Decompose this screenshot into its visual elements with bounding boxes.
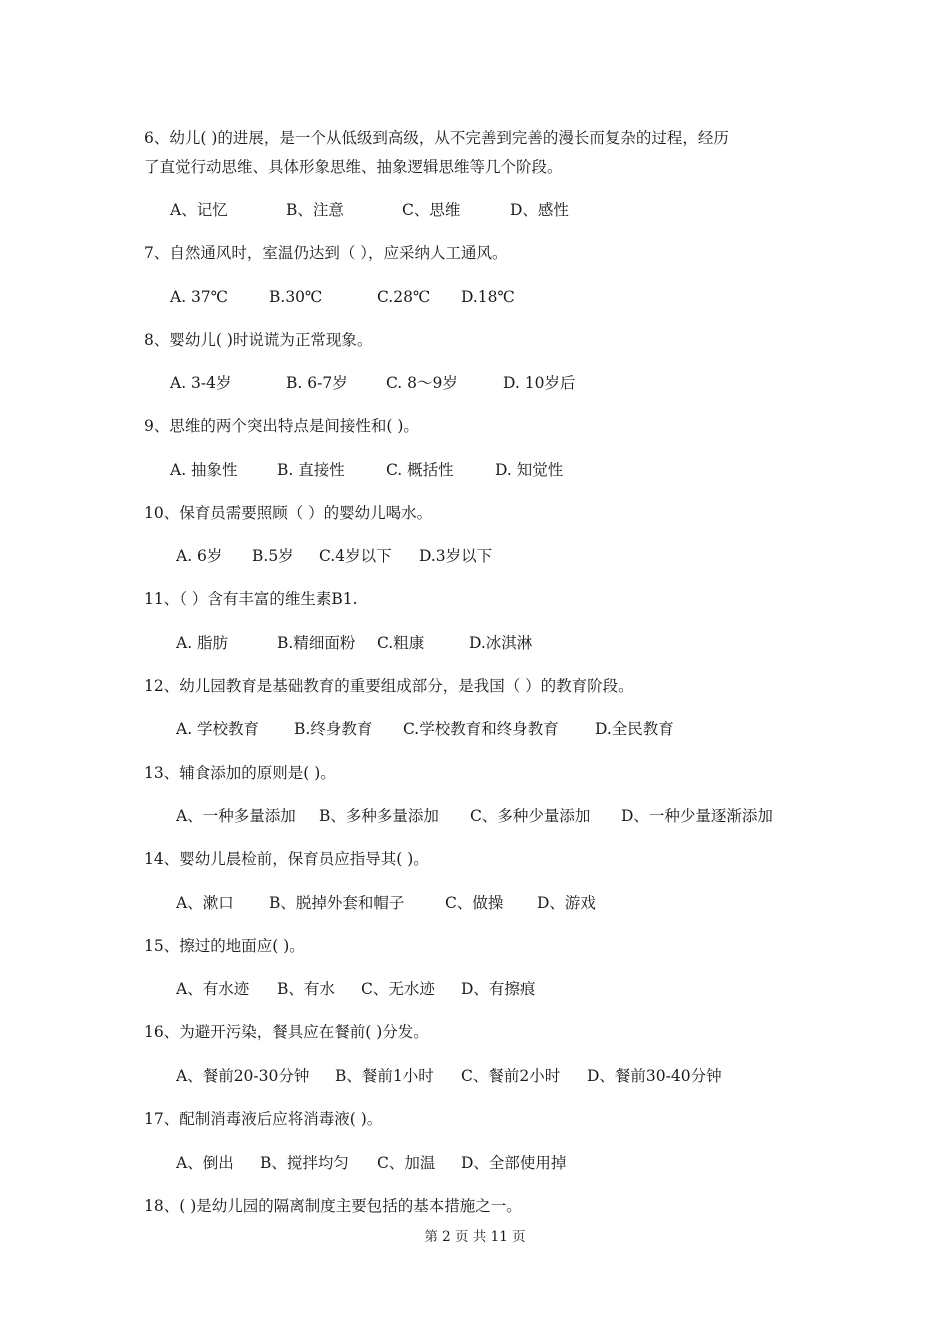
page-footer: 第 2 页 共 11 页 bbox=[424, 1229, 526, 1245]
option-b: B.精细面粉 bbox=[277, 634, 356, 652]
question-10: 10、保育员需要照顾（ ）的婴幼儿喝水。 bbox=[144, 504, 433, 522]
option-d: D、感性 bbox=[510, 201, 569, 219]
option-c: C、加温 bbox=[377, 1154, 436, 1172]
option-a: A、漱口 bbox=[176, 894, 234, 912]
question-8: 8、婴幼儿( )时说谎为正常现象。 bbox=[144, 331, 373, 349]
option-b: B、注意 bbox=[286, 201, 344, 219]
option-d: D、餐前30-40分钟 bbox=[587, 1067, 722, 1085]
option-c: C、无水迹 bbox=[361, 980, 435, 998]
question-11: 11、（ ）含有丰富的维生素B1. bbox=[144, 590, 358, 608]
option-b: B.终身教育 bbox=[294, 720, 373, 738]
question-17: 17、配制消毒液后应将消毒液( )。 bbox=[144, 1110, 383, 1128]
option-c: C、思维 bbox=[402, 201, 461, 219]
option-d: D、一种少量逐渐添加 bbox=[621, 807, 773, 825]
option-a: A、餐前20-30分钟 bbox=[176, 1067, 310, 1085]
option-a: A、有水迹 bbox=[176, 980, 250, 998]
option-b: B、有水 bbox=[277, 980, 335, 998]
option-d: D.冰淇淋 bbox=[469, 634, 533, 652]
option-b: B、脱掉外套和帽子 bbox=[269, 894, 405, 912]
option-c: C.学校教育和终身教育 bbox=[403, 720, 559, 738]
option-b: B.5岁 bbox=[252, 547, 294, 565]
option-d: D.全民教育 bbox=[595, 720, 674, 738]
option-d: D.18℃ bbox=[461, 288, 515, 306]
option-c: C、多种少量添加 bbox=[470, 807, 591, 825]
option-c: C.28℃ bbox=[377, 288, 431, 306]
option-c: C. 8～9岁 bbox=[386, 374, 458, 392]
question-12: 12、幼儿园教育是基础教育的重要组成部分，是我国（ ）的教育阶段。 bbox=[144, 677, 634, 695]
option-a: A、记忆 bbox=[170, 201, 228, 219]
option-a: A. 3-4岁 bbox=[170, 374, 232, 392]
question-16: 16、为避开污染，餐具应在餐前( )分发。 bbox=[144, 1023, 429, 1041]
question-6-line-1: 6、幼儿( )的进展，是一个从低级到高级，从不完善到完善的漫长而复杂的过程，经历 bbox=[144, 129, 729, 147]
option-d: D、全部使用掉 bbox=[461, 1154, 567, 1172]
question-7: 7、自然通风时，室温仍达到（ ），应采纳人工通风。 bbox=[144, 244, 508, 262]
option-b: B、搅拌均匀 bbox=[260, 1154, 349, 1172]
question-15: 15、擦过的地面应( )。 bbox=[144, 937, 305, 955]
option-d: D. 知觉性 bbox=[495, 461, 564, 479]
option-a: A. 6岁 bbox=[176, 547, 223, 565]
question-6-line-2: 了直觉行动思维、具体形象思维、抽象逻辑思维等几个阶段。 bbox=[144, 158, 563, 176]
option-a: A. 37℃ bbox=[170, 288, 229, 306]
option-b: B、多种多量添加 bbox=[319, 807, 439, 825]
option-b: B.30℃ bbox=[269, 288, 323, 306]
option-a: A、倒出 bbox=[176, 1154, 234, 1172]
question-13: 13、辅食添加的原则是( )。 bbox=[144, 764, 336, 782]
option-a: A. 脂肪 bbox=[176, 634, 229, 652]
question-14: 14、婴幼儿晨检前，保育员应指导其( )。 bbox=[144, 850, 429, 868]
option-a: A. 学校教育 bbox=[176, 720, 260, 738]
option-d: D、游戏 bbox=[537, 894, 596, 912]
option-b: B. 6-7岁 bbox=[286, 374, 348, 392]
option-b: B、餐前1小时 bbox=[335, 1067, 434, 1085]
option-c: C、做操 bbox=[445, 894, 504, 912]
question-18: 18、( )是幼儿园的隔离制度主要包括的基本措施之一。 bbox=[144, 1197, 522, 1215]
option-d: D、有擦痕 bbox=[461, 980, 536, 998]
option-c: C、餐前2小时 bbox=[461, 1067, 561, 1085]
option-a: A、一种多量添加 bbox=[176, 807, 296, 825]
option-c: C.粗康 bbox=[377, 634, 425, 652]
option-a: A. 抽象性 bbox=[170, 461, 238, 479]
question-9: 9、思维的两个突出特点是间接性和( )。 bbox=[144, 417, 419, 435]
option-c: C. 概括性 bbox=[386, 461, 454, 479]
option-c: C.4岁以下 bbox=[319, 547, 392, 565]
option-d: D. 10岁后 bbox=[503, 374, 576, 392]
option-b: B. 直接性 bbox=[277, 461, 345, 479]
option-d: D.3岁以下 bbox=[419, 547, 493, 565]
